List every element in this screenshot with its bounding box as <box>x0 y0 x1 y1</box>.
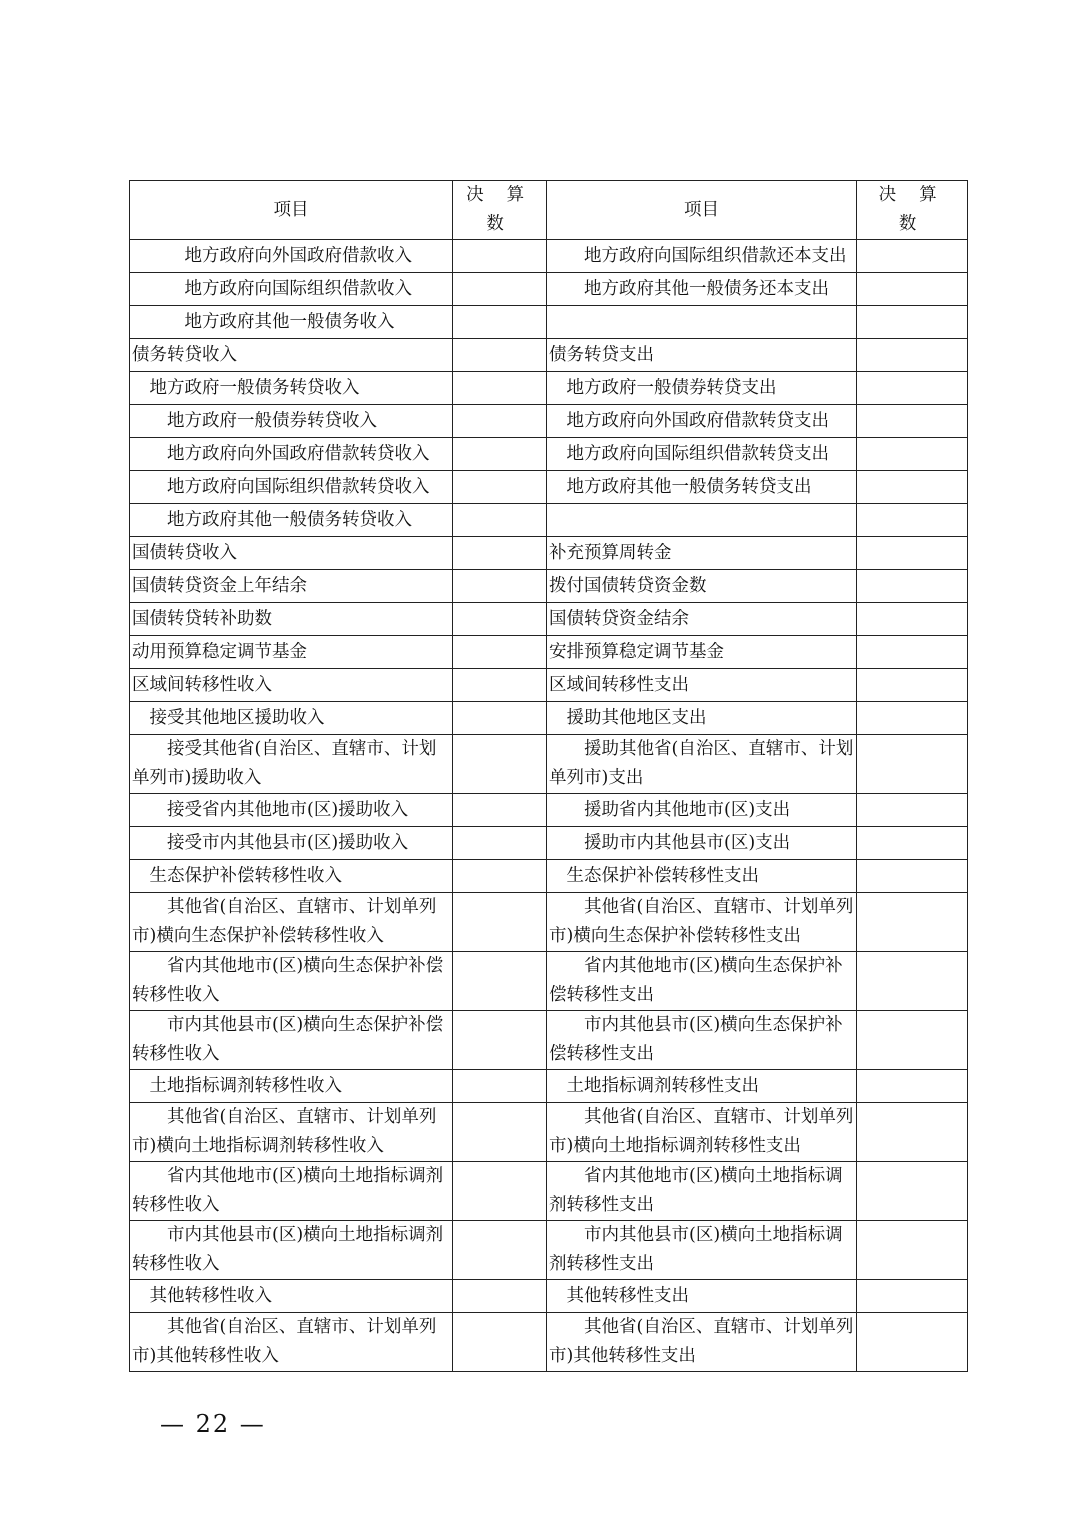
income-item-cell: 接受市内其他县市(区)援助收入 <box>130 827 453 860</box>
income-amount-cell <box>453 952 547 1011</box>
income-item-cell: 地方政府其他一般债务收入 <box>130 306 453 339</box>
header-item-left: 项目 <box>130 181 453 240</box>
expenditure-amount-cell <box>857 794 968 827</box>
expenditure-amount-cell <box>857 273 968 306</box>
income-item-cell: 动用预算稳定调节基金 <box>130 636 453 669</box>
table-row <box>130 1313 968 1372</box>
expenditure-item-cell: 地方政府一般债券转贷支出 <box>547 372 857 405</box>
income-item-cell: 市内其他县市(区)横向生态保护补偿转移性收入 <box>130 1011 453 1070</box>
expenditure-item-cell: 援助市内其他县市(区)支出 <box>547 827 857 860</box>
income-item-cell: 其他省(自治区、直辖市、计划单列市)横向生态保护补偿转移性收入 <box>130 893 453 952</box>
header-item-right: 项目 <box>547 181 857 240</box>
expenditure-item-cell: 土地指标调剂转移性支出 <box>547 1070 857 1103</box>
header-amount-right: 决 算 数 <box>857 181 968 240</box>
table-row <box>130 339 968 372</box>
table-row <box>130 952 968 1011</box>
expenditure-amount-cell <box>857 372 968 405</box>
expenditure-item-cell: 国债转贷资金结余 <box>547 603 857 636</box>
expenditure-item-cell: 援助省内其他地市(区)支出 <box>547 794 857 827</box>
income-amount-cell <box>453 306 547 339</box>
expenditure-item-cell: 其他转移性支出 <box>547 1280 857 1313</box>
expenditure-item-cell: 地方政府向国际组织借款转贷支出 <box>547 438 857 471</box>
income-item-cell: 国债转贷收入 <box>130 537 453 570</box>
income-amount-cell <box>453 1070 547 1103</box>
table-row <box>130 794 968 827</box>
expenditure-amount-cell <box>857 471 968 504</box>
income-amount-cell <box>453 405 547 438</box>
expenditure-amount-cell <box>857 537 968 570</box>
income-amount-cell <box>453 504 547 537</box>
table-row <box>130 306 968 339</box>
income-item-cell: 土地指标调剂转移性收入 <box>130 1070 453 1103</box>
table-row <box>130 1162 968 1221</box>
expenditure-item-cell <box>547 504 857 537</box>
income-item-cell: 接受省内其他地市(区)援助收入 <box>130 794 453 827</box>
income-item-cell: 区域间转移性收入 <box>130 669 453 702</box>
table-row <box>130 1103 968 1162</box>
table-row <box>130 504 968 537</box>
expenditure-item-cell: 其他省(自治区、直辖市、计划单列市)其他转移性支出 <box>547 1313 857 1372</box>
expenditure-item-cell: 拨付国债转贷资金数 <box>547 570 857 603</box>
expenditure-amount-cell <box>857 405 968 438</box>
expenditure-item-cell: 地方政府其他一般债务还本支出 <box>547 273 857 306</box>
table-header-row <box>130 181 968 240</box>
income-amount-cell <box>453 827 547 860</box>
table-row <box>130 603 968 636</box>
expenditure-amount-cell <box>857 1162 968 1221</box>
income-amount-cell <box>453 339 547 372</box>
table-row <box>130 735 968 794</box>
income-amount-cell <box>453 893 547 952</box>
expenditure-item-cell: 市内其他县市(区)横向生态保护补偿转移性支出 <box>547 1011 857 1070</box>
table-row <box>130 273 968 306</box>
table-row <box>130 1070 968 1103</box>
income-amount-cell <box>453 794 547 827</box>
income-amount-cell <box>453 438 547 471</box>
expenditure-item-cell: 省内其他地市(区)横向土地指标调剂转移性支出 <box>547 1162 857 1221</box>
expenditure-amount-cell <box>857 669 968 702</box>
income-amount-cell <box>453 702 547 735</box>
income-item-cell: 接受其他省(自治区、直辖市、计划单列市)援助收入 <box>130 735 453 794</box>
income-item-cell: 地方政府向国际组织借款收入 <box>130 273 453 306</box>
expenditure-item-cell: 补充预算周转金 <box>547 537 857 570</box>
income-item-cell: 地方政府向外国政府借款收入 <box>130 240 453 273</box>
income-amount-cell <box>453 1280 547 1313</box>
income-amount-cell <box>453 471 547 504</box>
income-item-cell: 地方政府向外国政府借款转贷收入 <box>130 438 453 471</box>
income-item-cell: 接受其他地区援助收入 <box>130 702 453 735</box>
expenditure-amount-cell <box>857 1221 968 1280</box>
expenditure-amount-cell <box>857 735 968 794</box>
income-item-cell: 市内其他县市(区)横向土地指标调剂转移性收入 <box>130 1221 453 1280</box>
table-row <box>130 537 968 570</box>
expenditure-amount-cell <box>857 339 968 372</box>
expenditure-amount-cell <box>857 636 968 669</box>
income-amount-cell <box>453 735 547 794</box>
table-row <box>130 372 968 405</box>
table-row <box>130 1011 968 1070</box>
expenditure-item-cell: 债务转贷支出 <box>547 339 857 372</box>
page-number: — 22 — <box>160 1410 266 1438</box>
income-item-cell: 债务转贷收入 <box>130 339 453 372</box>
income-item-cell: 省内其他地市(区)横向生态保护补偿转移性收入 <box>130 952 453 1011</box>
income-amount-cell <box>453 1011 547 1070</box>
income-amount-cell <box>453 372 547 405</box>
expenditure-amount-cell <box>857 438 968 471</box>
table-row <box>130 570 968 603</box>
expenditure-amount-cell <box>857 1070 968 1103</box>
budget-table <box>129 180 968 1372</box>
income-item-cell: 国债转贷资金上年结余 <box>130 570 453 603</box>
income-item-cell: 省内其他地市(区)横向土地指标调剂转移性收入 <box>130 1162 453 1221</box>
income-amount-cell <box>453 1313 547 1372</box>
table-row <box>130 827 968 860</box>
expenditure-item-cell: 地方政府向国际组织借款还本支出 <box>547 240 857 273</box>
income-amount-cell <box>453 636 547 669</box>
table-row <box>130 669 968 702</box>
expenditure-amount-cell <box>857 1011 968 1070</box>
expenditure-amount-cell <box>857 1313 968 1372</box>
table-row <box>130 893 968 952</box>
table-row <box>130 405 968 438</box>
table-row <box>130 471 968 504</box>
expenditure-item-cell: 其他省(自治区、直辖市、计划单列市)横向土地指标调剂转移性支出 <box>547 1103 857 1162</box>
income-item-cell: 其他省(自治区、直辖市、计划单列市)其他转移性收入 <box>130 1313 453 1372</box>
table-row <box>130 1280 968 1313</box>
income-amount-cell <box>453 240 547 273</box>
expenditure-amount-cell <box>857 827 968 860</box>
income-item-cell: 地方政府一般债务转贷收入 <box>130 372 453 405</box>
expenditure-item-cell: 省内其他地市(区)横向生态保护补偿转移性支出 <box>547 952 857 1011</box>
expenditure-item-cell: 援助其他省(自治区、直辖市、计划单列市)支出 <box>547 735 857 794</box>
expenditure-item-cell: 援助其他地区支出 <box>547 702 857 735</box>
expenditure-item-cell: 地方政府其他一般债务转贷支出 <box>547 471 857 504</box>
expenditure-amount-cell <box>857 702 968 735</box>
income-amount-cell <box>453 537 547 570</box>
income-item-cell: 地方政府向国际组织借款转贷收入 <box>130 471 453 504</box>
expenditure-amount-cell <box>857 504 968 537</box>
income-item-cell: 国债转贷转补助数 <box>130 603 453 636</box>
income-amount-cell <box>453 273 547 306</box>
expenditure-item-cell: 其他省(自治区、直辖市、计划单列市)横向生态保护补偿转移性支出 <box>547 893 857 952</box>
expenditure-amount-cell <box>857 603 968 636</box>
income-item-cell: 地方政府一般债券转贷收入 <box>130 405 453 438</box>
income-amount-cell <box>453 1162 547 1221</box>
table-row <box>130 860 968 893</box>
expenditure-item-cell: 生态保护补偿转移性支出 <box>547 860 857 893</box>
income-amount-cell <box>453 570 547 603</box>
income-amount-cell <box>453 1221 547 1280</box>
income-amount-cell <box>453 860 547 893</box>
expenditure-amount-cell <box>857 860 968 893</box>
income-amount-cell <box>453 1103 547 1162</box>
expenditure-amount-cell <box>857 1103 968 1162</box>
expenditure-amount-cell <box>857 306 968 339</box>
expenditure-item-cell <box>547 306 857 339</box>
income-item-cell: 地方政府其他一般债务转贷收入 <box>130 504 453 537</box>
income-item-cell: 其他转移性收入 <box>130 1280 453 1313</box>
table-row <box>130 438 968 471</box>
income-item-cell: 其他省(自治区、直辖市、计划单列市)横向土地指标调剂转移性收入 <box>130 1103 453 1162</box>
header-amount-left: 决 算 数 <box>453 181 547 240</box>
expenditure-amount-cell <box>857 1280 968 1313</box>
table-row <box>130 636 968 669</box>
expenditure-item-cell: 市内其他县市(区)横向土地指标调剂转移性支出 <box>547 1221 857 1280</box>
expenditure-amount-cell <box>857 570 968 603</box>
expenditure-item-cell: 区域间转移性支出 <box>547 669 857 702</box>
table-body <box>130 240 968 1372</box>
expenditure-amount-cell <box>857 893 968 952</box>
income-amount-cell <box>453 669 547 702</box>
income-item-cell: 生态保护补偿转移性收入 <box>130 860 453 893</box>
table-row <box>130 240 968 273</box>
table-row <box>130 702 968 735</box>
expenditure-item-cell: 安排预算稳定调节基金 <box>547 636 857 669</box>
expenditure-amount-cell <box>857 952 968 1011</box>
expenditure-item-cell: 地方政府向外国政府借款转贷支出 <box>547 405 857 438</box>
table-row <box>130 1221 968 1280</box>
income-amount-cell <box>453 603 547 636</box>
expenditure-amount-cell <box>857 240 968 273</box>
